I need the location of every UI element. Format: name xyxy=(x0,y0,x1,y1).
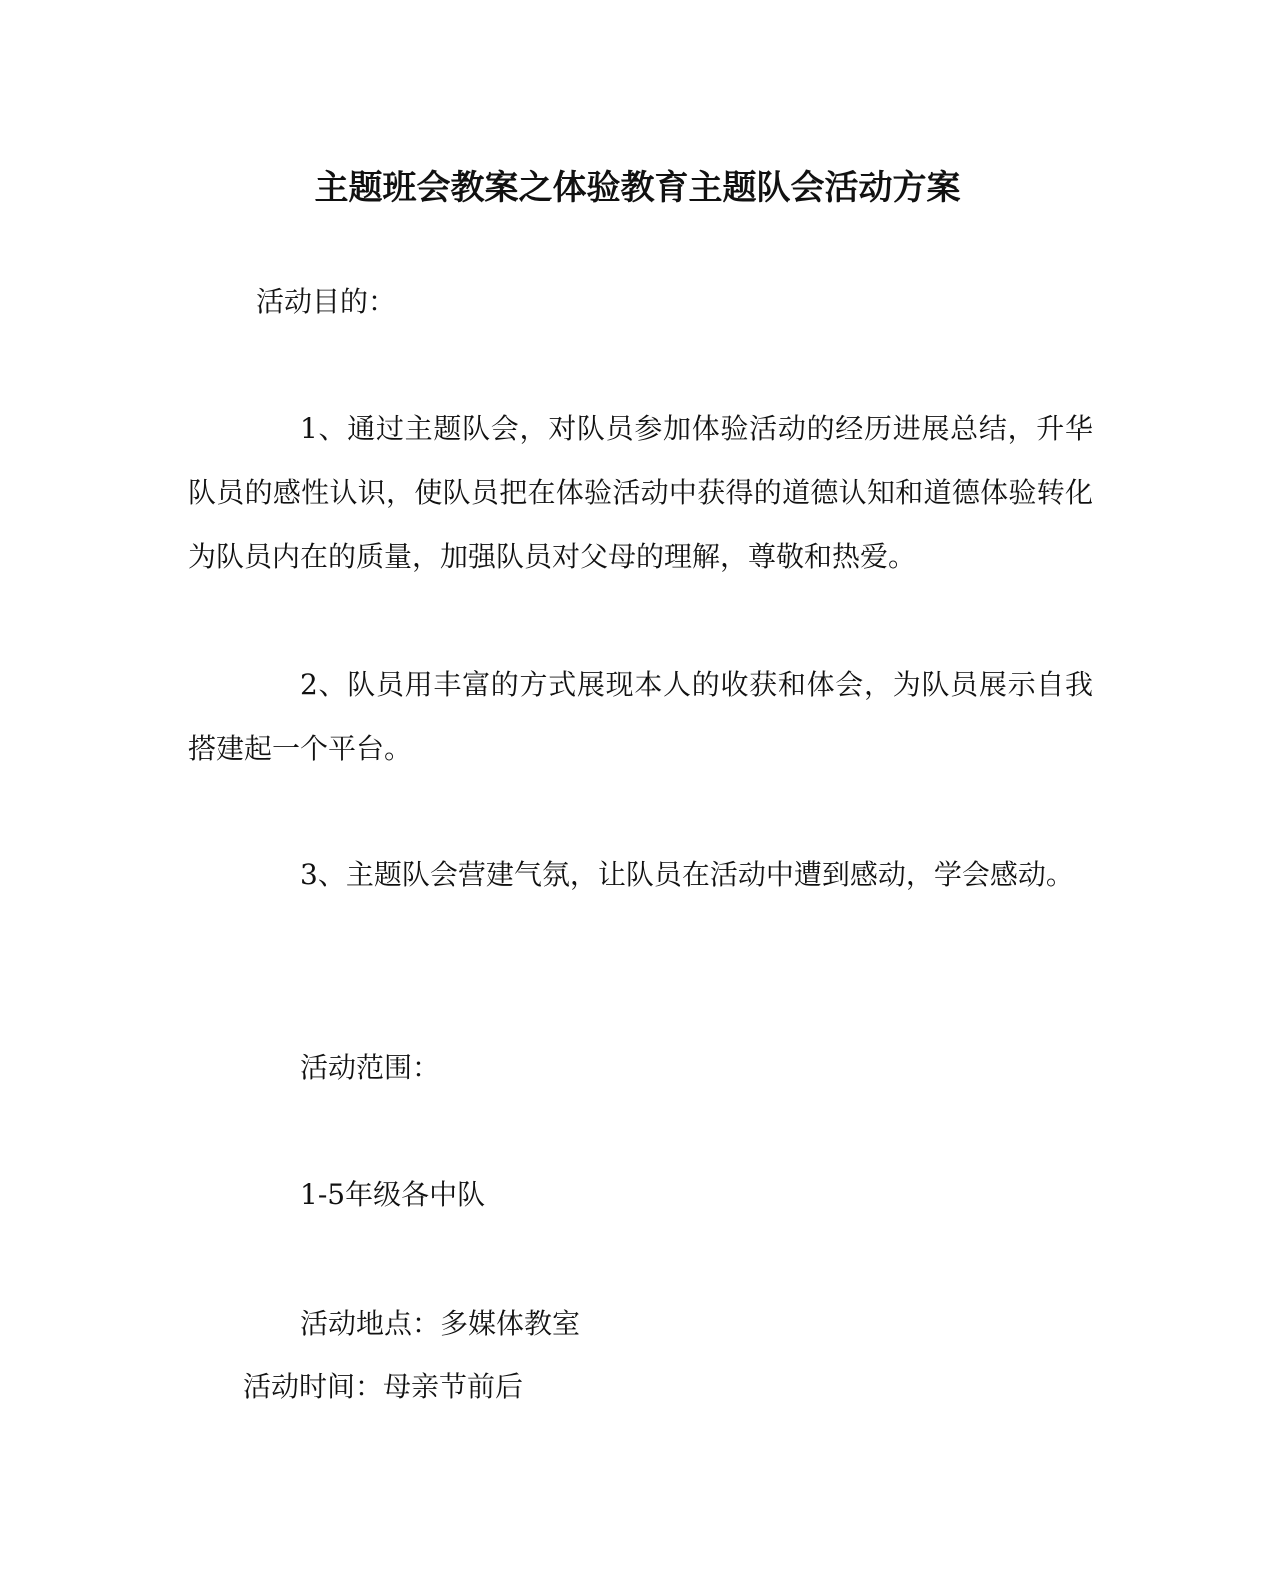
purpose-heading: 活动目的： xyxy=(256,285,397,318)
purpose-item-1: 1、通过主题队会，对队员参加体验活动的经历进展总结，升华队员的感性认识，使队员把在体验活动中获得的道德认知和道德体验转化为队员内在的质量，加强队员对父母的理解，尊敬和热爱。 xyxy=(188,412,1093,573)
purpose-item-3: 3、主题队会营建气氛，让队员在活动中遭到感动，学会感动。 xyxy=(300,858,1074,891)
document-title: 主题班会教案之体验教育主题队会活动方案 xyxy=(314,168,961,208)
scope-value: 1-5年级各中队 xyxy=(300,1178,486,1211)
purpose-item-2: 2、队员用丰富的方式展现本人的收获和体会，为队员展示自我搭建起一个平台。 xyxy=(188,668,1093,765)
activity-location: 活动地点：多媒体教室 xyxy=(300,1307,581,1340)
scope-heading: 活动范围： xyxy=(300,1051,441,1084)
activity-time: 活动时间：母亲节前后 xyxy=(243,1370,524,1403)
